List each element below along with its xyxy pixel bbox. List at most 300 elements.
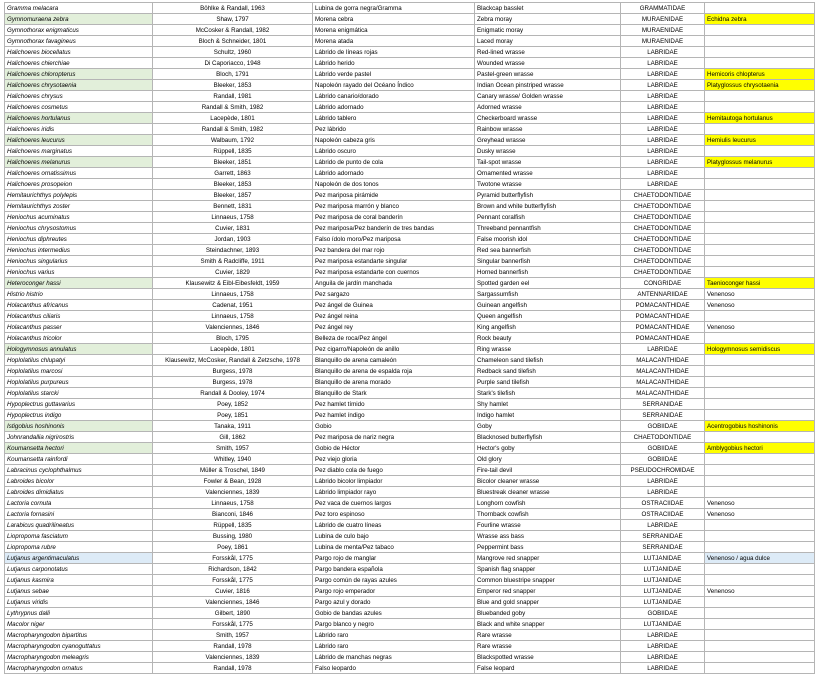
author-cell[interactable]: Cuvier, 1816 — [153, 586, 313, 597]
note-cell[interactable] — [705, 212, 815, 223]
english-name-cell[interactable]: Chameleon sand tilefish — [475, 355, 621, 366]
english-name-cell[interactable]: Ornamented wrasse — [475, 168, 621, 179]
family-cell[interactable]: LUTJANIDAE — [621, 597, 705, 608]
author-cell[interactable]: Bloch, 1795 — [153, 333, 313, 344]
note-cell[interactable] — [705, 487, 815, 498]
english-name-cell[interactable]: Zebra moray — [475, 14, 621, 25]
spanish-name-cell[interactable]: Lábrido de manchas negras — [313, 652, 475, 663]
english-name-cell[interactable]: Fourline wrasse — [475, 520, 621, 531]
scientific-name-cell[interactable]: Halichoeres prosopeion — [5, 179, 153, 190]
author-cell[interactable]: Randall, 1978 — [153, 663, 313, 674]
note-cell[interactable] — [705, 608, 815, 619]
scientific-name-cell[interactable]: Labracinus cyclophthalmus — [5, 465, 153, 476]
author-cell[interactable]: Bloch & Schneider, 1801 — [153, 36, 313, 47]
family-cell[interactable]: GOBIIDAE — [621, 454, 705, 465]
scientific-name-cell[interactable]: Lutjanus carponotatus — [5, 564, 153, 575]
author-cell[interactable]: Cadenat, 1951 — [153, 300, 313, 311]
author-cell[interactable]: Bennett, 1831 — [153, 201, 313, 212]
scientific-name-cell[interactable]: Lactoria fornasini — [5, 509, 153, 520]
spanish-name-cell[interactable]: Pez mariposa estandarte singular — [313, 256, 475, 267]
note-cell[interactable] — [705, 3, 815, 14]
spanish-name-cell[interactable]: Napoleón rayado del Océano Índico — [313, 80, 475, 91]
author-cell[interactable]: Forsskål, 1775 — [153, 619, 313, 630]
scientific-name-cell[interactable]: Lutjanus sebae — [5, 586, 153, 597]
author-cell[interactable]: Bleeker, 1857 — [153, 190, 313, 201]
family-cell[interactable]: LABRIDAE — [621, 58, 705, 69]
family-cell[interactable]: LUTJANIDAE — [621, 553, 705, 564]
family-cell[interactable]: MALACANTHIDAE — [621, 366, 705, 377]
author-cell[interactable]: Gilbert, 1890 — [153, 608, 313, 619]
english-name-cell[interactable]: Rare wrasse — [475, 630, 621, 641]
english-name-cell[interactable]: Thornback cowfish — [475, 509, 621, 520]
spanish-name-cell[interactable]: Napoleón de dos tonos — [313, 179, 475, 190]
note-cell[interactable]: Hemicoris chlopterus — [705, 69, 815, 80]
scientific-name-cell[interactable]: Halichoeres marginatus — [5, 146, 153, 157]
note-cell[interactable] — [705, 58, 815, 69]
author-cell[interactable]: Bleeker, 1853 — [153, 179, 313, 190]
note-cell[interactable] — [705, 542, 815, 553]
family-cell[interactable]: GOBIIDAE — [621, 443, 705, 454]
spanish-name-cell[interactable]: Gobio — [313, 421, 475, 432]
author-cell[interactable]: Forsskål, 1775 — [153, 575, 313, 586]
english-name-cell[interactable]: Goby — [475, 421, 621, 432]
author-cell[interactable]: Klausewitz, McCosker, Randall & Zetzsche, 1978 — [153, 355, 313, 366]
scientific-name-cell[interactable]: Heniochus diphreutes — [5, 234, 153, 245]
family-cell[interactable]: LABRIDAE — [621, 487, 705, 498]
spanish-name-cell[interactable]: Pez mariposa de coral banderín — [313, 212, 475, 223]
scientific-name-cell[interactable]: Koumansetta hectori — [5, 443, 153, 454]
family-cell[interactable]: LABRIDAE — [621, 641, 705, 652]
note-cell[interactable] — [705, 36, 815, 47]
author-cell[interactable]: Randall & Smith, 1982 — [153, 102, 313, 113]
family-cell[interactable]: ANTENNARIIDAE — [621, 289, 705, 300]
scientific-name-cell[interactable]: Koumansetta rainfordi — [5, 454, 153, 465]
note-cell[interactable] — [705, 256, 815, 267]
english-name-cell[interactable]: Guinean angelfish — [475, 300, 621, 311]
note-cell[interactable]: Taenioconger hassi — [705, 278, 815, 289]
author-cell[interactable]: Bloch, 1791 — [153, 69, 313, 80]
spanish-name-cell[interactable]: Pez sargazo — [313, 289, 475, 300]
scientific-name-cell[interactable]: Holacanthus tricolor — [5, 333, 153, 344]
english-name-cell[interactable]: Wounded wrasse — [475, 58, 621, 69]
spanish-name-cell[interactable]: Lábrido de punto de cola — [313, 157, 475, 168]
english-name-cell[interactable]: Pastel-green wrasse — [475, 69, 621, 80]
note-cell[interactable] — [705, 333, 815, 344]
family-cell[interactable]: CHAETODONTIDAE — [621, 267, 705, 278]
author-cell[interactable]: Rüppell, 1835 — [153, 520, 313, 531]
author-cell[interactable]: Burgess, 1978 — [153, 366, 313, 377]
note-cell[interactable] — [705, 146, 815, 157]
scientific-name-cell[interactable]: Heniochus chrysostomus — [5, 223, 153, 234]
spanish-name-cell[interactable]: Morena cebra — [313, 14, 475, 25]
spanish-name-cell[interactable]: Pez bandera del mar rojo — [313, 245, 475, 256]
english-name-cell[interactable]: Ring wrasse — [475, 344, 621, 355]
note-cell[interactable] — [705, 91, 815, 102]
family-cell[interactable]: LABRIDAE — [621, 520, 705, 531]
english-name-cell[interactable]: Indigo hamlet — [475, 410, 621, 421]
english-name-cell[interactable]: Wrasse ass bass — [475, 531, 621, 542]
english-name-cell[interactable]: Spanish flag snapper — [475, 564, 621, 575]
family-cell[interactable]: CHAETODONTIDAE — [621, 234, 705, 245]
spanish-name-cell[interactable]: Pez vaca de cuernos largos — [313, 498, 475, 509]
scientific-name-cell[interactable]: Gymnothorax favagineus — [5, 36, 153, 47]
spanish-name-cell[interactable]: Pez ángel reina — [313, 311, 475, 322]
scientific-name-cell[interactable]: Hologymnosus annulatus — [5, 344, 153, 355]
spanish-name-cell[interactable]: Pez diablo cola de fuego — [313, 465, 475, 476]
english-name-cell[interactable]: Shy hamlet — [475, 399, 621, 410]
scientific-name-cell[interactable]: Halichoeres cosmetus — [5, 102, 153, 113]
note-cell[interactable] — [705, 124, 815, 135]
note-cell[interactable]: Platyglossus melanurus — [705, 157, 815, 168]
spanish-name-cell[interactable]: Lubina de gorra negra/Gramma — [313, 3, 475, 14]
spanish-name-cell[interactable]: Lábrido limpiador rayo — [313, 487, 475, 498]
family-cell[interactable]: LABRIDAE — [621, 135, 705, 146]
english-name-cell[interactable]: Laced moray — [475, 36, 621, 47]
family-cell[interactable]: LABRIDAE — [621, 124, 705, 135]
scientific-name-cell[interactable]: Hemitaurichthys polylepis — [5, 190, 153, 201]
family-cell[interactable]: LABRIDAE — [621, 344, 705, 355]
note-cell[interactable]: Hemitautoga hortulanus — [705, 113, 815, 124]
scientific-name-cell[interactable]: Heniochus acuminatus — [5, 212, 153, 223]
author-cell[interactable]: Klausewitz & Eibl-Eibesfeldt, 1959 — [153, 278, 313, 289]
family-cell[interactable]: LABRIDAE — [621, 652, 705, 663]
spanish-name-cell[interactable]: Lábrido raro — [313, 641, 475, 652]
scientific-name-cell[interactable]: Macropharyngodon meleagris — [5, 652, 153, 663]
english-name-cell[interactable]: Redback sand tilefish — [475, 366, 621, 377]
spanish-name-cell[interactable]: Falso ídolo moro/Pez mariposa — [313, 234, 475, 245]
note-cell[interactable] — [705, 366, 815, 377]
scientific-name-cell[interactable]: Halichoeres chrysus — [5, 91, 153, 102]
spanish-name-cell[interactable]: Pargo rojo de manglar — [313, 553, 475, 564]
author-cell[interactable]: McCosker & Randall, 1982 — [153, 25, 313, 36]
scientific-name-cell[interactable]: Hoplolatilus chlupatyi — [5, 355, 153, 366]
family-cell[interactable]: GOBIIDAE — [621, 608, 705, 619]
author-cell[interactable]: Böhlke & Randall, 1963 — [153, 3, 313, 14]
spanish-name-cell[interactable]: Morena atada — [313, 36, 475, 47]
english-name-cell[interactable]: Blackspotted wrasse — [475, 652, 621, 663]
family-cell[interactable]: MALACANTHIDAE — [621, 388, 705, 399]
english-name-cell[interactable]: Rainbow wrasse — [475, 124, 621, 135]
note-cell[interactable] — [705, 25, 815, 36]
english-name-cell[interactable]: Blackcap basslet — [475, 3, 621, 14]
english-name-cell[interactable]: Rock beauty — [475, 333, 621, 344]
spanish-name-cell[interactable]: Pez cigarro/Napoleón de anillo — [313, 344, 475, 355]
english-name-cell[interactable]: Spotted garden eel — [475, 278, 621, 289]
scientific-name-cell[interactable]: Holacanthus africanus — [5, 300, 153, 311]
scientific-name-cell[interactable]: Halichoeres melanurus — [5, 157, 153, 168]
spanish-name-cell[interactable]: Pez hamlet tímido — [313, 399, 475, 410]
author-cell[interactable]: Randall & Smith, 1982 — [153, 124, 313, 135]
family-cell[interactable]: MURAENIDAE — [621, 14, 705, 25]
note-cell[interactable] — [705, 311, 815, 322]
english-name-cell[interactable]: Peppermint bass — [475, 542, 621, 553]
note-cell[interactable] — [705, 432, 815, 443]
note-cell[interactable]: Venenoso — [705, 498, 815, 509]
spanish-name-cell[interactable]: Blanquillo de arena de espalda roja — [313, 366, 475, 377]
scientific-name-cell[interactable]: Hoplolatilus marcosi — [5, 366, 153, 377]
family-cell[interactable]: POMACANTHIDAE — [621, 333, 705, 344]
scientific-name-cell[interactable]: Liopropoma fasciatum — [5, 531, 153, 542]
note-cell[interactable] — [705, 641, 815, 652]
scientific-name-cell[interactable]: Halichoeres ornatissimus — [5, 168, 153, 179]
scientific-name-cell[interactable]: Heniochus varius — [5, 267, 153, 278]
english-name-cell[interactable]: Canary wrasse/ Golden wrasse — [475, 91, 621, 102]
family-cell[interactable]: LABRIDAE — [621, 80, 705, 91]
note-cell[interactable] — [705, 619, 815, 630]
author-cell[interactable]: Randall, 1981 — [153, 91, 313, 102]
spanish-name-cell[interactable]: Lábrido raro — [313, 630, 475, 641]
author-cell[interactable]: Tanaka, 1911 — [153, 421, 313, 432]
english-name-cell[interactable]: Red sea bannerfish — [475, 245, 621, 256]
note-cell[interactable] — [705, 399, 815, 410]
scientific-name-cell[interactable]: Macropharyngodon cyanoguttatus — [5, 641, 153, 652]
family-cell[interactable]: SERRANIDAE — [621, 410, 705, 421]
spanish-name-cell[interactable]: Pez ángel rey — [313, 322, 475, 333]
family-cell[interactable]: SERRANIDAE — [621, 399, 705, 410]
author-cell[interactable]: Smith, 1957 — [153, 443, 313, 454]
scientific-name-cell[interactable]: Histrio histrio — [5, 289, 153, 300]
author-cell[interactable]: Lacepède, 1801 — [153, 344, 313, 355]
english-name-cell[interactable]: False moorish idol — [475, 234, 621, 245]
author-cell[interactable]: Poey, 1852 — [153, 399, 313, 410]
scientific-name-cell[interactable]: Hypoplectrus guttavarius — [5, 399, 153, 410]
scientific-name-cell[interactable]: Heniochus intermedius — [5, 245, 153, 256]
note-cell[interactable]: Platyglossus chrysotaenia — [705, 80, 815, 91]
scientific-name-cell[interactable]: Labroides bicolor — [5, 476, 153, 487]
english-name-cell[interactable]: Emperor red snapper — [475, 586, 621, 597]
scientific-name-cell[interactable]: Halichoeres chloropterus — [5, 69, 153, 80]
note-cell[interactable] — [705, 564, 815, 575]
spanish-name-cell[interactable]: Pez mariposa pirámide — [313, 190, 475, 201]
english-name-cell[interactable]: Singular bannerfish — [475, 256, 621, 267]
spanish-name-cell[interactable]: Lábrido adornado — [313, 168, 475, 179]
spanish-name-cell[interactable]: Lábrido de líneas rojas — [313, 47, 475, 58]
author-cell[interactable]: Valenciennes, 1846 — [153, 322, 313, 333]
spanish-name-cell[interactable]: Blanquillo de Stark — [313, 388, 475, 399]
family-cell[interactable]: GOBIIDAE — [621, 421, 705, 432]
spanish-name-cell[interactable]: Morena enigmática — [313, 25, 475, 36]
english-name-cell[interactable]: Old glory — [475, 454, 621, 465]
english-name-cell[interactable]: Bluestreak cleaner wrasse — [475, 487, 621, 498]
author-cell[interactable]: Poey, 1851 — [153, 410, 313, 421]
english-name-cell[interactable]: Checkerboard wrasse — [475, 113, 621, 124]
spanish-name-cell[interactable]: Pargo azul y dorado — [313, 597, 475, 608]
family-cell[interactable]: CHAETODONTIDAE — [621, 245, 705, 256]
family-cell[interactable]: OSTRACIIDAE — [621, 498, 705, 509]
scientific-name-cell[interactable]: Lutjanus viridis — [5, 597, 153, 608]
scientific-name-cell[interactable]: Halichoeres biocellatus — [5, 47, 153, 58]
spanish-name-cell[interactable]: Pargo común de rayas azules — [313, 575, 475, 586]
spanish-name-cell[interactable]: Pez mariposa marrón y blanco — [313, 201, 475, 212]
scientific-name-cell[interactable]: Halichoeres chrysotaenia — [5, 80, 153, 91]
family-cell[interactable]: LABRIDAE — [621, 476, 705, 487]
scientific-name-cell[interactable]: Macropharyngodon bipartitus — [5, 630, 153, 641]
author-cell[interactable]: Richardson, 1842 — [153, 564, 313, 575]
author-cell[interactable]: Di Caporiacco, 1948 — [153, 58, 313, 69]
note-cell[interactable]: Venenoso / agua dulce — [705, 553, 815, 564]
note-cell[interactable] — [705, 652, 815, 663]
note-cell[interactable]: Venenoso — [705, 289, 815, 300]
english-name-cell[interactable]: Enigmatic moray — [475, 25, 621, 36]
author-cell[interactable]: Shaw, 1797 — [153, 14, 313, 25]
note-cell[interactable] — [705, 575, 815, 586]
english-name-cell[interactable]: Mangrove red snapper — [475, 553, 621, 564]
note-cell[interactable] — [705, 245, 815, 256]
note-cell[interactable] — [705, 531, 815, 542]
english-name-cell[interactable]: Queen angelfish — [475, 311, 621, 322]
author-cell[interactable]: Fowler & Bean, 1928 — [153, 476, 313, 487]
note-cell[interactable]: Hologymnosus semidiscus — [705, 344, 815, 355]
spanish-name-cell[interactable]: Lábrido bicolor limpiador — [313, 476, 475, 487]
author-cell[interactable]: Poey, 1861 — [153, 542, 313, 553]
author-cell[interactable]: Forsskål, 1775 — [153, 553, 313, 564]
author-cell[interactable]: Cuvier, 1829 — [153, 267, 313, 278]
note-cell[interactable] — [705, 454, 815, 465]
english-name-cell[interactable]: Hector's goby — [475, 443, 621, 454]
author-cell[interactable]: Valenciennes, 1846 — [153, 597, 313, 608]
family-cell[interactable]: GRAMMATIDAE — [621, 3, 705, 14]
english-name-cell[interactable]: Blacknosed butterflyfish — [475, 432, 621, 443]
spanish-name-cell[interactable]: Lábrido de cuatro líneas — [313, 520, 475, 531]
author-cell[interactable]: Linnaeus, 1758 — [153, 498, 313, 509]
author-cell[interactable]: Müller & Troschel, 1849 — [153, 465, 313, 476]
family-cell[interactable]: CHAETODONTIDAE — [621, 223, 705, 234]
spanish-name-cell[interactable]: Pez mariposa/Pez banderín de tres bandas — [313, 223, 475, 234]
family-cell[interactable]: LUTJANIDAE — [621, 619, 705, 630]
author-cell[interactable]: Smith & Radcliffe, 1911 — [153, 256, 313, 267]
family-cell[interactable]: LABRIDAE — [621, 168, 705, 179]
english-name-cell[interactable]: Indian Ocean pinstriped wrasse — [475, 80, 621, 91]
scientific-name-cell[interactable]: Holacanthus passer — [5, 322, 153, 333]
english-name-cell[interactable]: Black and white snapper — [475, 619, 621, 630]
spanish-name-cell[interactable]: Pez lábrido — [313, 124, 475, 135]
note-cell[interactable] — [705, 267, 815, 278]
author-cell[interactable]: Cuvier, 1831 — [153, 223, 313, 234]
scientific-name-cell[interactable]: Heteroconger hassi — [5, 278, 153, 289]
english-name-cell[interactable]: Red-lined wrasse — [475, 47, 621, 58]
note-cell[interactable]: Echidna zebra — [705, 14, 815, 25]
english-name-cell[interactable]: Brown and white butterflyfish — [475, 201, 621, 212]
author-cell[interactable]: Rüppell, 1835 — [153, 146, 313, 157]
scientific-name-cell[interactable]: Istigobius hoshinonis — [5, 421, 153, 432]
family-cell[interactable]: LABRIDAE — [621, 91, 705, 102]
spanish-name-cell[interactable]: Lábrido adornado — [313, 102, 475, 113]
note-cell[interactable] — [705, 465, 815, 476]
spanish-name-cell[interactable]: Lábrido verde pastel — [313, 69, 475, 80]
note-cell[interactable] — [705, 223, 815, 234]
author-cell[interactable]: Valenciennes, 1839 — [153, 652, 313, 663]
author-cell[interactable]: Schultz, 1960 — [153, 47, 313, 58]
english-name-cell[interactable]: Greyhead wrasse — [475, 135, 621, 146]
spanish-name-cell[interactable]: Pez ángel de Guinea — [313, 300, 475, 311]
family-cell[interactable]: CHAETODONTIDAE — [621, 212, 705, 223]
english-name-cell[interactable]: Horned bannerfish — [475, 267, 621, 278]
note-cell[interactable] — [705, 234, 815, 245]
spanish-name-cell[interactable]: Blanquillo de arena morado — [313, 377, 475, 388]
note-cell[interactable]: Venenoso — [705, 322, 815, 333]
scientific-name-cell[interactable]: Gymnomuraena zebra — [5, 14, 153, 25]
note-cell[interactable] — [705, 388, 815, 399]
family-cell[interactable]: LABRIDAE — [621, 663, 705, 674]
english-name-cell[interactable]: Purple sand tilefish — [475, 377, 621, 388]
note-cell[interactable] — [705, 476, 815, 487]
family-cell[interactable]: SERRANIDAE — [621, 542, 705, 553]
family-cell[interactable]: LABRIDAE — [621, 630, 705, 641]
family-cell[interactable]: LABRIDAE — [621, 102, 705, 113]
spanish-name-cell[interactable]: Lubina de culo bajo — [313, 531, 475, 542]
note-cell[interactable] — [705, 190, 815, 201]
scientific-name-cell[interactable]: Halichoeres leucurus — [5, 135, 153, 146]
note-cell[interactable]: Hemiulis leucurus — [705, 135, 815, 146]
note-cell[interactable] — [705, 102, 815, 113]
scientific-name-cell[interactable]: Lutjanus kasmira — [5, 575, 153, 586]
spanish-name-cell[interactable]: Pargo bandera española — [313, 564, 475, 575]
english-name-cell[interactable]: Dusky wrasse — [475, 146, 621, 157]
scientific-name-cell[interactable]: Larabicus quadrilineatus — [5, 520, 153, 531]
note-cell[interactable] — [705, 377, 815, 388]
author-cell[interactable]: Randall & Dooley, 1974 — [153, 388, 313, 399]
spanish-name-cell[interactable]: Pez toro espinoso — [313, 509, 475, 520]
family-cell[interactable]: SERRANIDAE — [621, 531, 705, 542]
spanish-name-cell[interactable]: Blanquillo de arena camaleón — [313, 355, 475, 366]
spanish-name-cell[interactable]: Anguila de jardín manchada — [313, 278, 475, 289]
note-cell[interactable] — [705, 663, 815, 674]
author-cell[interactable]: Garrett, 1863 — [153, 168, 313, 179]
english-name-cell[interactable]: Fire-tail devil — [475, 465, 621, 476]
note-cell[interactable] — [705, 597, 815, 608]
family-cell[interactable]: LABRIDAE — [621, 69, 705, 80]
spanish-name-cell[interactable]: Pez mariposa estandarte con cuernos — [313, 267, 475, 278]
scientific-name-cell[interactable]: Macropharyngodon ornatus — [5, 663, 153, 674]
scientific-name-cell[interactable]: Gramma melacara — [5, 3, 153, 14]
english-name-cell[interactable]: Tail-spot wrasse — [475, 157, 621, 168]
author-cell[interactable]: Randall, 1978 — [153, 641, 313, 652]
english-name-cell[interactable]: King angelfish — [475, 322, 621, 333]
scientific-name-cell[interactable]: Labroides dimidiatus — [5, 487, 153, 498]
note-cell[interactable] — [705, 179, 815, 190]
author-cell[interactable]: Bianconi, 1846 — [153, 509, 313, 520]
family-cell[interactable]: LUTJANIDAE — [621, 564, 705, 575]
spanish-name-cell[interactable]: Falso leopardo — [313, 663, 475, 674]
scientific-name-cell[interactable]: Hoplolatilus starcki — [5, 388, 153, 399]
english-name-cell[interactable]: Pennant coralfish — [475, 212, 621, 223]
english-name-cell[interactable]: False leopard — [475, 663, 621, 674]
scientific-name-cell[interactable]: Hoplolatilus purpureus — [5, 377, 153, 388]
family-cell[interactable]: POMACANTHIDAE — [621, 311, 705, 322]
family-cell[interactable]: LUTJANIDAE — [621, 586, 705, 597]
scientific-name-cell[interactable]: Lutjanus argentimaculatus — [5, 553, 153, 564]
author-cell[interactable]: Steindachner, 1893 — [153, 245, 313, 256]
scientific-name-cell[interactable]: Gymnothorax enigmaticus — [5, 25, 153, 36]
note-cell[interactable] — [705, 520, 815, 531]
english-name-cell[interactable]: Longhorn cowfish — [475, 498, 621, 509]
family-cell[interactable]: CHAETODONTIDAE — [621, 190, 705, 201]
scientific-name-cell[interactable]: Halichoeres iridis — [5, 124, 153, 135]
scientific-name-cell[interactable]: Halichoeres hortulanus — [5, 113, 153, 124]
family-cell[interactable]: POMACANTHIDAE — [621, 300, 705, 311]
spanish-name-cell[interactable]: Lábrido canario/dorado — [313, 91, 475, 102]
family-cell[interactable]: MURAENIDAE — [621, 25, 705, 36]
author-cell[interactable]: Linnaeus, 1758 — [153, 212, 313, 223]
note-cell[interactable] — [705, 168, 815, 179]
family-cell[interactable]: LABRIDAE — [621, 157, 705, 168]
family-cell[interactable]: PSEUDOCHROMIDAE — [621, 465, 705, 476]
author-cell[interactable]: Gill, 1862 — [153, 432, 313, 443]
family-cell[interactable]: MURAENIDAE — [621, 36, 705, 47]
note-cell[interactable] — [705, 201, 815, 212]
author-cell[interactable]: Lacepède, 1801 — [153, 113, 313, 124]
note-cell[interactable]: Venenoso — [705, 586, 815, 597]
